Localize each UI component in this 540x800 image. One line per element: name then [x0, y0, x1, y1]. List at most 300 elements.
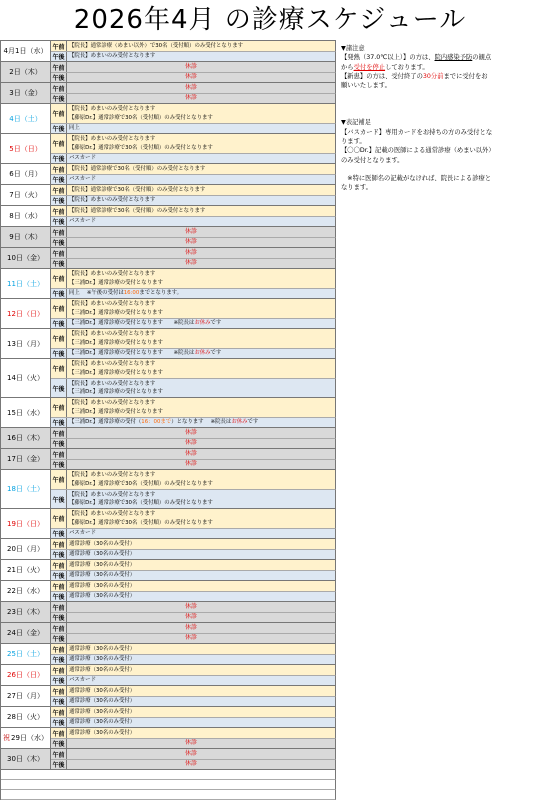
date-label: 4日（土） [9, 114, 42, 123]
morning-label: 午前 [51, 470, 67, 489]
text-segment: 【院長】めまいのみ受付となります [69, 400, 156, 407]
text-line [69, 114, 335, 122]
afternoon-slot [51, 51, 336, 61]
afternoon-label: 午後 [51, 418, 67, 427]
text-segment: 【院長】めまいのみ受付となります [69, 197, 156, 204]
text-segment: お休み [231, 419, 248, 426]
afternoon-label: 午後 [51, 760, 67, 769]
slot-text [67, 124, 335, 133]
text-segment: 休診 [184, 259, 197, 267]
text-line [69, 360, 335, 368]
morning-slot [51, 398, 336, 417]
note-segment: ▼表記補足 [341, 119, 372, 127]
note-segment: 【〇〇Dr.】記載の医師による通常診療（めまい以外） [341, 147, 495, 155]
morning-label: 午前 [51, 623, 67, 633]
text-line [185, 94, 197, 102]
date-cell [1, 707, 51, 727]
text-segment: 【院長】めまいのみ受付となります [69, 271, 156, 278]
slots [51, 206, 336, 226]
text-segment: 【三浦Dr.】通常診療の受付（ [69, 419, 142, 426]
day-row [1, 269, 336, 299]
day-row [1, 644, 336, 665]
slots [51, 104, 336, 133]
text-segment: 同上 ※午後の受付は [69, 290, 124, 297]
slot-text [67, 175, 335, 184]
morning-slot [51, 728, 336, 738]
slot-text [67, 539, 335, 549]
note-line [341, 100, 539, 109]
date-cell [1, 560, 51, 580]
text-segment: 【藤原Dr.】通常診療で30名（受付順）のみ受付となります [69, 500, 213, 506]
slot-text [67, 490, 335, 508]
date-cell [1, 41, 51, 61]
slot-text [67, 379, 335, 397]
text-segment: 通常診療（30名のみ受付） [69, 698, 136, 705]
text-segment: 休診 [184, 739, 197, 747]
slot-text [67, 529, 335, 538]
slot-text [67, 718, 335, 727]
note-line [341, 137, 539, 146]
slots [51, 329, 336, 358]
text-line [69, 645, 335, 653]
day-row [1, 560, 336, 581]
note-segment: 【新患】の方は、受付終了の [341, 72, 423, 80]
date-cell [1, 449, 51, 469]
morning-slot [51, 134, 336, 153]
date-cell [1, 248, 51, 268]
text-line [69, 582, 335, 590]
text-line [185, 439, 197, 447]
day-row [1, 41, 336, 62]
slot-text [67, 686, 335, 696]
note-segment: 願いいたします。 [341, 82, 391, 90]
empty-row [1, 780, 336, 790]
note-line [341, 128, 539, 137]
afternoon-slot [51, 438, 336, 448]
afternoon-label: 午後 [51, 196, 67, 205]
note-line [341, 72, 539, 81]
text-line [69, 418, 335, 426]
slots [51, 83, 336, 103]
morning-label: 午前 [51, 83, 67, 93]
date-label: 24日（金） [7, 629, 44, 637]
morning-label: 午前 [51, 134, 67, 153]
text-segment: バスカード [69, 218, 96, 225]
text-line [69, 42, 335, 50]
date-cell [1, 83, 51, 103]
day-row [1, 83, 336, 104]
text-segment: 【三浦Dr.】通常診療の受付となります [69, 339, 163, 346]
morning-label: 午前 [51, 398, 67, 417]
text-line [185, 624, 197, 632]
text-segment: 通常診療（30名のみ受付） [69, 656, 136, 663]
schedule-table [0, 40, 336, 800]
text-line [69, 165, 335, 173]
date-label: 6日（月） [9, 170, 42, 178]
date-cell [1, 644, 51, 664]
slots [51, 623, 336, 643]
day-row [1, 62, 336, 83]
morning-label: 午前 [51, 644, 67, 654]
afternoon-slot [51, 528, 336, 538]
slot-text [67, 655, 335, 664]
text-segment: 通常診療（30名のみ受付） [69, 551, 136, 558]
morning-label: 午前 [51, 206, 67, 216]
afternoon-label: 午後 [51, 379, 67, 397]
text-segment: 通常診療（30名のみ受付） [69, 540, 136, 547]
text-segment: 【院長】めまいのみ受付となります [69, 301, 156, 308]
slot-text [67, 460, 335, 469]
afternoon-slot [51, 417, 336, 427]
morning-label: 午前 [51, 581, 67, 591]
afternoon-label: 午後 [51, 349, 67, 358]
slots [51, 560, 336, 580]
morning-label: 午前 [51, 329, 67, 348]
slot-text [67, 634, 335, 643]
slot-text [67, 665, 335, 675]
text-line [69, 154, 335, 162]
text-segment: 通常診療（30名のみ受付） [69, 572, 136, 579]
text-line [69, 369, 335, 377]
date-label: 10日（金） [7, 254, 44, 262]
day-row [1, 299, 336, 329]
slots [51, 185, 336, 205]
slots [51, 299, 336, 328]
afternoon-label: 午後 [51, 697, 67, 706]
note-line [341, 165, 539, 174]
slots [51, 248, 336, 268]
slot-text [67, 560, 335, 570]
morning-label: 午前 [51, 428, 67, 438]
slot-text [67, 749, 335, 759]
text-segment: 休診 [184, 248, 197, 256]
text-line [69, 135, 335, 143]
text-line [69, 217, 335, 225]
note-segment: 院内感染予防 [434, 54, 473, 62]
empty-row [1, 770, 336, 780]
text-segment: 【院長】めまいのみ受付となります [69, 331, 156, 338]
morning-slot [51, 206, 336, 216]
text-line [185, 84, 197, 92]
afternoon-slot [51, 153, 336, 163]
slots [51, 602, 336, 622]
morning-slot [51, 41, 336, 51]
text-line [69, 529, 335, 537]
date-cell [1, 509, 51, 538]
page-title: 2026年4月 の診療スケジュール [73, 5, 467, 35]
text-line [69, 52, 335, 60]
date-cell [1, 206, 51, 226]
date-cell [1, 134, 51, 163]
date-label: 27日（月） [7, 692, 44, 700]
date-cell [1, 602, 51, 622]
date-label: 19日（日） [7, 519, 44, 528]
text-segment: 【院長】めまいのみ受付となります [69, 380, 156, 387]
text-line [69, 300, 335, 308]
afternoon-label: 午後 [51, 154, 67, 163]
morning-slot [51, 227, 336, 237]
text-segment: 休診 [184, 227, 197, 235]
slots [51, 644, 336, 664]
afternoon-slot [51, 348, 336, 358]
text-segment: 【三浦Dr.】通常診療の受付となります [69, 389, 163, 395]
slot-text [67, 592, 335, 601]
day-row [1, 602, 336, 623]
afternoon-label: 午後 [51, 439, 67, 448]
slot-text [67, 707, 335, 717]
morning-slot [51, 329, 336, 348]
text-line [69, 289, 335, 297]
morning-slot [51, 185, 336, 195]
text-segment: 【院長】めまいのみ受付となります [69, 136, 156, 143]
slot-text [67, 227, 335, 237]
slots [51, 728, 336, 748]
date-label: 5日（日） [9, 144, 42, 153]
slot-text [67, 760, 335, 769]
afternoon-label: 午後 [51, 259, 67, 268]
slots [51, 581, 336, 601]
text-line [185, 634, 197, 642]
day-row [1, 248, 336, 269]
slots [51, 428, 336, 448]
text-segment: 休診 [184, 760, 197, 768]
morning-slot [51, 686, 336, 696]
afternoon-slot [51, 72, 336, 82]
date-label: 18日（土） [7, 485, 44, 493]
text-segment: 通常診療（30名のみ受付） [69, 582, 136, 589]
morning-slot [51, 83, 336, 93]
text-segment: バスカード [69, 176, 96, 183]
afternoon-label: 午後 [51, 655, 67, 664]
day-row [1, 164, 336, 185]
slots [51, 62, 336, 82]
text-segment: 休診 [184, 634, 197, 642]
morning-slot [51, 449, 336, 459]
afternoon-slot [51, 633, 336, 643]
morning-label: 午前 [51, 299, 67, 318]
morning-slot [51, 164, 336, 174]
note-segment: までに受付をお [443, 72, 488, 80]
text-segment: 休診 [184, 749, 197, 757]
text-line [69, 499, 335, 507]
afternoon-slot [51, 549, 336, 559]
text-line [185, 429, 197, 437]
date-label: 22日（水） [7, 587, 44, 595]
text-segment: ）となります ※院長は [171, 419, 232, 426]
slot-text [67, 329, 335, 348]
text-segment: 休診 [184, 602, 197, 610]
note-segment: ります。 [341, 137, 366, 145]
date-label: 15日（水） [7, 408, 44, 417]
slot-text [67, 470, 335, 489]
morning-label: 午前 [51, 449, 67, 459]
text-line [69, 676, 335, 684]
text-line [69, 729, 335, 737]
morning-label: 午前 [51, 539, 67, 549]
note-segment: 【バスカード】専用カードをお持ちの方のみ受付とな [341, 128, 493, 136]
morning-slot [51, 644, 336, 654]
afternoon-label: 午後 [51, 676, 67, 685]
text-segment: 休診 [184, 428, 197, 436]
slot-text [67, 613, 335, 622]
holiday-mark: 祝 [3, 734, 11, 742]
note-line [341, 63, 539, 72]
note-segment: しております。 [385, 63, 429, 71]
afternoon-label: 午後 [51, 319, 67, 328]
date-label: 30日（木） [7, 755, 44, 763]
afternoon-label: 午後 [51, 460, 67, 469]
slot-text [67, 154, 335, 163]
morning-label: 午前 [51, 164, 67, 174]
slot-text [67, 509, 335, 528]
text-segment: 【院長】めまいのみ受付となります [69, 491, 156, 498]
text-line [185, 739, 197, 747]
day-row [1, 509, 336, 539]
slot-text [67, 41, 335, 51]
text-line [69, 124, 335, 132]
text-line [69, 540, 335, 548]
text-line [69, 655, 335, 663]
afternoon-slot [51, 759, 336, 769]
text-line [69, 380, 335, 388]
date-cell [1, 227, 51, 247]
note-line [341, 174, 539, 183]
slots [51, 134, 336, 163]
text-segment: 【藤原Dr.】通常診療で30名（受付順）のみ受付となります [69, 519, 213, 526]
day-row [1, 707, 336, 728]
text-line [185, 460, 197, 468]
day-row [1, 539, 336, 560]
day-row [1, 206, 336, 227]
text-line [69, 666, 335, 674]
day-row [1, 227, 336, 248]
text-segment: 休診 [184, 62, 197, 70]
text-line [69, 592, 335, 600]
slot-text [67, 571, 335, 580]
day-row [1, 623, 336, 644]
slot-text [67, 319, 335, 328]
text-segment: 通常診療（30名のみ受付） [69, 719, 136, 726]
date-label: 17日（金） [7, 455, 44, 463]
text-line [185, 613, 197, 621]
day-row [1, 134, 336, 164]
day-row [1, 449, 336, 470]
morning-slot [51, 509, 336, 528]
afternoon-slot [51, 288, 336, 298]
afternoon-slot [51, 378, 336, 397]
slot-text [67, 217, 335, 226]
text-segment: 【藤原Dr.】通常診療で30名（受付順）のみ受付となります [69, 144, 213, 151]
text-segment: 【三浦Dr.】通常診療の受付となります ※院長は [69, 320, 195, 327]
text-segment: 16：00まで [141, 419, 172, 426]
date-cell [1, 164, 51, 184]
text-segment: 【院長】めまいのみ受付となります [69, 53, 156, 60]
slots [51, 359, 336, 397]
date-label: 25日（土） [7, 650, 44, 658]
afternoon-slot [51, 717, 336, 727]
slot-text [67, 134, 335, 153]
slot-text [67, 73, 335, 82]
morning-label: 午前 [51, 707, 67, 717]
slot-text [67, 259, 335, 268]
text-segment: 休診 [184, 439, 197, 447]
text-segment: 休診 [184, 460, 197, 468]
afternoon-label: 午後 [51, 73, 67, 82]
text-line [185, 228, 197, 236]
text-line [69, 561, 335, 569]
date-cell [1, 398, 51, 427]
text-segment: 休診 [184, 73, 197, 81]
text-line [69, 339, 335, 347]
afternoon-slot [51, 93, 336, 103]
morning-slot [51, 248, 336, 258]
slot-text [67, 62, 335, 72]
note-line [341, 44, 539, 53]
slot-text [67, 164, 335, 174]
date-label: 23日（木） [7, 608, 44, 616]
date-label: 26日（日） [7, 671, 44, 679]
slot-text [67, 697, 335, 706]
text-line [69, 491, 335, 499]
text-segment: バスカード [69, 155, 96, 162]
morning-label: 午前 [51, 560, 67, 570]
morning-label: 午前 [51, 602, 67, 612]
afternoon-label: 午後 [51, 94, 67, 103]
day-row [1, 359, 336, 398]
day-row [1, 104, 336, 134]
text-line [185, 760, 197, 768]
day-row [1, 665, 336, 686]
slot-text [67, 289, 335, 298]
day-row [1, 398, 336, 428]
date-label: 8日（水） [9, 212, 42, 220]
afternoon-label: 午後 [51, 571, 67, 580]
slot-text [67, 644, 335, 654]
slots [51, 665, 336, 685]
text-segment: 【院長】めまいのみ受付となります [69, 511, 156, 518]
date-cell [1, 185, 51, 205]
text-segment: です [210, 350, 222, 357]
text-line [69, 510, 335, 518]
date-cell [1, 269, 51, 298]
note-segment: のみ受付となります。 [341, 156, 404, 164]
afternoon-slot [51, 123, 336, 133]
text-segment: 通常診療（30名のみ受付） [69, 645, 136, 652]
slot-text [67, 676, 335, 685]
text-segment: 休診 [184, 613, 197, 621]
text-line [69, 349, 335, 357]
text-line [69, 519, 335, 527]
morning-label: 午前 [51, 227, 67, 237]
date-cell [1, 299, 51, 328]
afternoon-label: 午後 [51, 217, 67, 226]
note-segment: 【発熱（37.0℃以上）】の方は、 [341, 54, 435, 62]
note-line [341, 90, 539, 99]
slot-text [67, 94, 335, 103]
slots [51, 41, 336, 61]
afternoon-label: 午後 [51, 550, 67, 559]
text-line [69, 408, 335, 416]
date-label: 20日（月） [7, 545, 44, 553]
date-label: 13日（月） [7, 339, 44, 348]
text-segment: 休診 [184, 238, 197, 246]
afternoon-label: 午後 [51, 289, 67, 298]
afternoon-label: 午後 [51, 613, 67, 622]
text-segment: 休診 [184, 83, 197, 91]
note-segment: 30分前 [422, 72, 444, 80]
text-segment: 通常診療（30名のみ受付） [69, 666, 136, 673]
slot-text [67, 269, 335, 288]
